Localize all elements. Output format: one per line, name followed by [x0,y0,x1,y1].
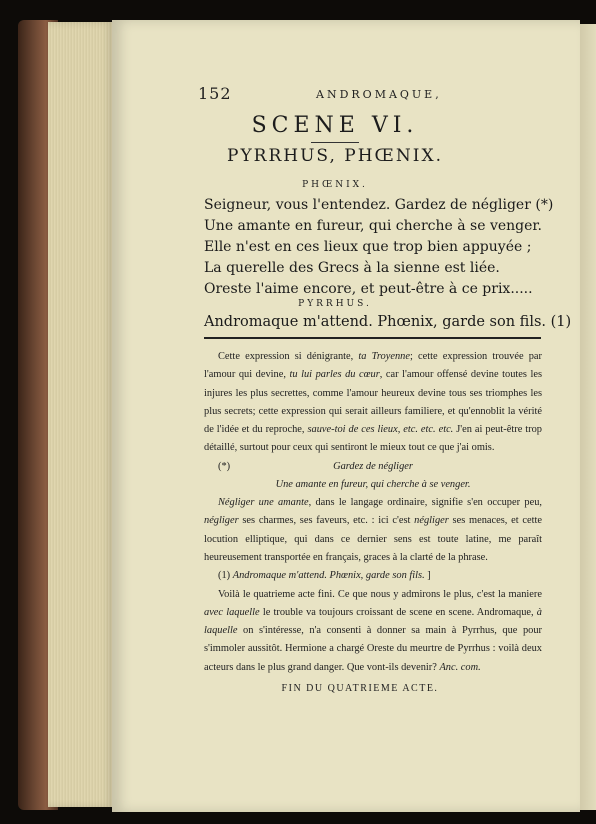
facing-page-edge [578,24,596,810]
speaker-name: PHŒNIX. [302,180,368,190]
page-number: 152 [198,84,232,103]
footnote-paragraph: Cette expression si dénigrante, ta Troyenne; cette expression trouvée par l'amour qui devine, tu lui parles du cœur, car l'amour offensé devine toutes les injures les plus secrettes, comme l'amour heureux devine tous ses triomphes les plus secrets; cette expression qui serait ailleurs familiere, et qu'ennoblit la vérité de l'idée et du reproche, sauve-toi de ces lieux, etc. etc. etc. J'en ai peut-être trop détaillé, surtout pour ceux qui sentiront le mieux tout ce que j'ai omis. [204,351,543,454]
verse-line: Elle n'est en ces lieux que trop bien appuyée ; [204,239,532,255]
verse-line: Andromaque m'attend. Phœnix, garde son fils. (1) [204,314,572,330]
scene-title: SCENE VI. [251,113,419,138]
quoted-verse: Gardez de négliger [333,460,413,472]
footnote-reference [204,458,542,476]
footnote-paragraph: Voilà le quatrieme acte fini. Ce que nous y admirons le plus, c'est la maniere avec laquelle le trouble va toujours croissant de scene en scene. Andromaque, à laquelle on s'intéresse, n'a consenti à donner sa main à Pyrrhus, que pour s'immoler aussitôt. Hermione a chargé Oreste du meurtre de Pyrrhus : voilà deux acteurs dans le plus grand danger. Que vont-ils devenir? Anc. com. [204,588,542,673]
page-edges [48,22,114,807]
speaker-name: PYRRHUS. [298,299,372,309]
running-head [198,84,458,102]
footnote-paragraph: Négliger une amante, dans le langage ordinaire, signifie s'en occuper peu, négliger ses charmes, ses faveurs, etc. : ici c'est négliger ses menaces, et cette locution elliptique, qui dans ce dernier sens est toute latine, me paraît heureusement transportée en français, graces à la clarté de la phrase. [204,497,542,563]
verse-line: Seigneur, vous l'entendez. Gardez de négliger (*) [204,197,554,213]
footnotes [204,348,542,677]
play-title: ANDROMAQUE, [316,88,442,101]
footnote-reference: (1) Andromaque m'attend. Phœnix, garde son fils. ] [218,570,431,582]
verse-line: Oreste l'aime encore, et peut-être à ce prix..... [204,281,533,297]
scene-rule [311,142,359,143]
quoted-verse: Une amante en fureur, qui cherche à se venger. [275,478,471,490]
footnote-marker: (*) [218,460,231,472]
verse-line: La querelle des Grecs à la sienne est liée. [204,260,500,276]
footnote-rule [204,337,541,339]
end-of-act: FIN DU QUATRIEME ACTE. [281,683,439,694]
verse-line: Une amante en fureur, qui cherche à se venger. [204,218,543,234]
scene-characters: PYRRHUS, PHŒNIX. [227,146,443,166]
